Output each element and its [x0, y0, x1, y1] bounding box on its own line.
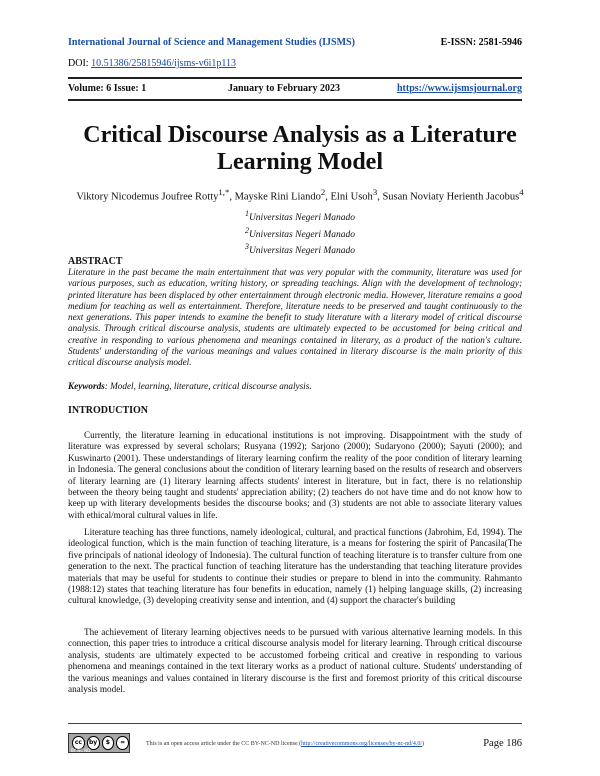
- volume-issue: Volume: 6 Issue: 1: [68, 83, 147, 94]
- title-line-1: Critical Discourse Analysis as a Literature: [83, 122, 517, 148]
- author-sup: 4: [519, 187, 524, 197]
- author-sup: 1,*: [218, 187, 230, 197]
- header-divider-bottom: [68, 99, 522, 101]
- cc-license-badge-icon[interactable]: [68, 733, 130, 753]
- body-paragraph: The achievement of literary learning objectives needs to be pursued with various alternative learning models. In this connection, this paper tries to introduce a critical discourse analysis model for literary learning. Through critical discourse analysis, students are ultimately expected to be accustomed forbeing critical and creative in responding to various phenomena and meanings contained in the text literary works as a product of national culture. Students' understanding of the various meanings and values contained in literary discourse is the first and foremost priority of this critical discourse analysis model.: [68, 627, 522, 695]
- footer-divider: [68, 723, 522, 724]
- abstract-text: Literature in the past became the main entertainment that was very popular with the community, literature was used for various purposes, such as education, writing history, or spreading teachings. Align with the development of technology; printed literature has been displaced by other entertainment through electronic media. However, literature remains a good medium for teaching as well as entertainment. Therefore, literature needs to be preserved and taught continuously to the next generations. This paper intends to examine the benefit to study literature with a literary model of critical discourse analysis. Through critical discourse analysis, students are ultimately expected to be accustomed for being critical and creative in responding to various phenomena and meanings contained in literary, as a product of the nation's culture. Students' understanding of the various meanings and values contained in literary discourse is the main priority of this critical discourse analysis model.: [68, 267, 522, 368]
- author-name: Mayske Rini Liando: [234, 191, 321, 203]
- cc-badge-label: BY NC ND: [71, 748, 91, 753]
- affiliations: [60, 208, 540, 258]
- author-name: Viktory Nicodemus Joufree Rotty: [76, 191, 219, 203]
- doi-link[interactable]: 10.51386/25815946/ijsms-v6i1p113: [91, 58, 236, 69]
- license-link[interactable]: http://creativecommons.org/licenses/by-nc-nd/4.0/: [301, 741, 422, 747]
- journal-title: International Journal of Science and Management Studies (IJSMS): [68, 37, 355, 48]
- license-text: This is an open access article under the CC BY-NC-ND license (http://creativecommons.org/licenses/by-nc-nd/4.0/): [146, 741, 424, 747]
- body-paragraph: Literature teaching has three functions, namely ideological, cultural, and practical functions (Jabrohim, Ed, 1994). The ideological function, which is the main function of teaching literature, is a means for fostering the spirit of Pancasila(The five principals of national ideology of Indonesia). The cultural function of teaching literature is to transfer culture from one generation to the next. The practical function of teaching literature has the understanding that teaching literature provides materials that may be useful for students to continue their studies or prepare to blend in into the community. Rahmanto (1988:12) states that teaching literature has four benefits in education, namely (1) helping language skills, (2) increasing cultural knowledge, (3) developing creativity sense and intention, and (4) support the character's building: [68, 527, 522, 606]
- author-list: Viktory Nicodemus Joufree Rotty$^{1,*}$, Mayske Rini Liando$^2$, Elni Usoh$^3$, Susan Noviaty Herienth Jacobus$^4$: [76, 187, 524, 203]
- noderivatives-icon: =: [116, 736, 129, 750]
- introduction-heading: INTRODUCTION: [68, 405, 149, 416]
- issue-date: January to February 2023: [228, 83, 340, 94]
- abstract-heading: ABSTRACT: [68, 256, 123, 267]
- cc-icon: cc: [72, 736, 85, 750]
- author-sup: 3: [372, 187, 378, 197]
- doi-label: DOI:: [68, 58, 92, 69]
- issn: E-ISSN: 2581-5946: [440, 37, 522, 48]
- author-name: Susan Noviaty Herienth Jacobus: [382, 191, 520, 203]
- body-paragraph: Currently, the literature learning in educational institutions is not improving. Disappointment with the study of literature was expressed by several scholars; Rusyana (1992); Sarjono (2000); Sudaryono (2000); Sayuti (2000); and Kuswinarto (2001). These understandings of literary learning confirm the reality of the poor condition of literary learning in Indonesia. The general conclusions about the condition of literary learning based on the results of research and observers of literary learning are (1) literary learning affects students' interest in literature, but in fact, there is no relationship between the theory being taught and students' appreciation ability; (2) teachers do not have time and do not know how to keep up with literary developments besides the discourse books; and (3) students are not able to associate literary values with ethical/moral cultural values in life.: [68, 430, 522, 520]
- author-sup: 2: [320, 187, 326, 197]
- keywords-list: : Model, learning, literature, critical discourse analysis.: [104, 381, 312, 391]
- attribution-icon: by: [87, 736, 100, 750]
- doi-line: [68, 58, 236, 69]
- keywords-label: Keywords: [68, 381, 105, 391]
- author-name: Elni Usoh: [330, 191, 373, 203]
- title-line-2: Learning Model: [217, 149, 383, 175]
- header-divider: [68, 77, 522, 79]
- page-number: Page 186: [483, 738, 522, 749]
- journal-url-link[interactable]: https://www.ijsmsjournal.org: [396, 83, 522, 94]
- noncommercial-icon: $: [102, 736, 115, 750]
- affiliation: $^1$Universitas Negeri Manado: [244, 209, 356, 224]
- affiliation: $^2$Universitas Negeri Manado: [244, 225, 356, 240]
- paper-title: [60, 122, 540, 176]
- affiliation: $^3$Universitas Negeri Manado: [244, 242, 356, 257]
- keywords: [68, 381, 522, 391]
